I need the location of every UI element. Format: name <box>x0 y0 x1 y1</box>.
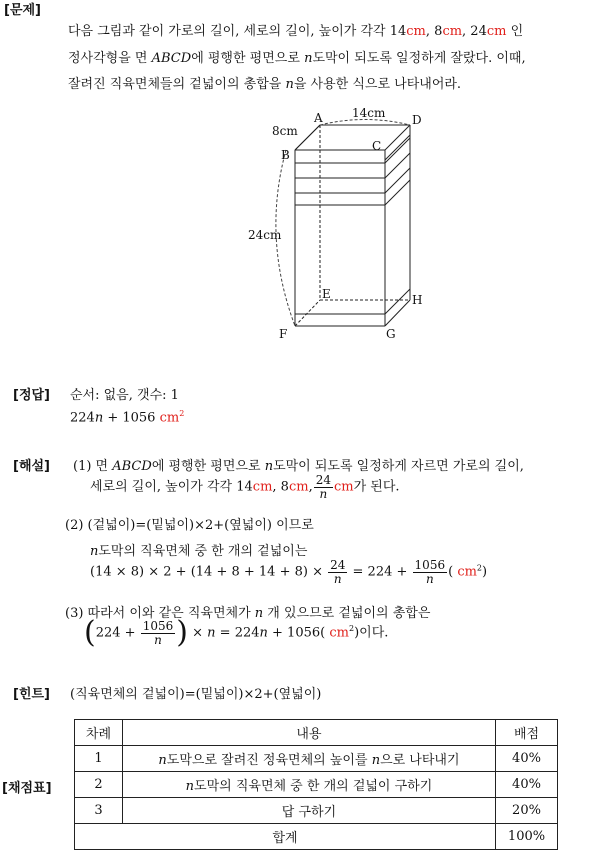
problem-line-1: 다음 그림과 같이 가로의 길이, 세로의 길이, 높이가 각각 14cm, 8cm, 24cm 인 <box>68 24 524 39</box>
rubric-total-row <box>75 824 558 850</box>
rubric-score: 40% <box>496 746 558 772</box>
rubric-header-no: 차례 <box>75 720 123 746</box>
solution-step-2a: (2) (겉넓이)=(밑넓이)×2+(옆넓이) 이므로 <box>65 518 314 533</box>
solution-step-1b: 세로의 길이, 높이가 각각 14cm, 8cm, $\frac{24}{n}$ cm가 된다. <box>90 473 400 501</box>
vertex-label-a: A <box>314 111 323 125</box>
rubric-total-score: 100% <box>496 824 558 850</box>
vertex-label-f: F <box>279 327 288 341</box>
problem-line-3: 잘려진 직육면체들의 겉넓이의 총합을 n을 사용한 식으로 나타내어라. <box>68 77 462 92</box>
table-row <box>75 798 558 824</box>
table-row <box>75 746 558 772</box>
vertex-label-e: E <box>322 287 331 301</box>
rubric-total-label: 합계 <box>75 824 496 850</box>
rubric-tag: [채점표] <box>2 781 52 796</box>
fraction-24-over-n: $\frac{24}{n}$ <box>315 473 331 501</box>
cuboid-figure <box>240 104 440 344</box>
hint-text: (직육면체의 겉넓이)=(밑넓이)×2+(옆넓이) <box>70 687 322 702</box>
dimension-top: 14cm <box>352 106 386 120</box>
problem-tag: [문제] <box>4 3 41 18</box>
answer-line-1: 순서: 없음, 갯수: 1 <box>70 388 179 403</box>
rubric-content: 답 구하기 <box>122 798 495 824</box>
vertex-label-h: H <box>412 293 423 307</box>
dimension-height: 24cm <box>248 228 282 242</box>
answer-expression: 224n + 1056 $cm^2$ <box>70 409 185 426</box>
rubric-content: n도막으로 잘려진 정육면체의 높이를 n으로 나타내기 <box>122 746 495 772</box>
table-row <box>75 772 558 798</box>
answer-tag: [정답] <box>13 388 50 403</box>
rubric-content: n도막의 직육면체 중 한 개의 겉넓이 구하기 <box>122 772 495 798</box>
hint-tag: [힌트] <box>13 687 50 702</box>
rubric-header-row <box>75 720 558 746</box>
solution-tag: [해설] <box>13 459 50 474</box>
problem-line-2: 정사각형을 면 ABCD에 평행한 평면으로 n도막이 되도록 일정하게 잘랐다. 이때, <box>68 51 526 66</box>
rubric-score: 40% <box>496 772 558 798</box>
vertex-label-g: G <box>386 327 396 341</box>
rubric-header-content: 내용 <box>122 720 495 746</box>
rubric-score: 20% <box>496 798 558 824</box>
solution-step-3a: (3) 따라서 이와 같은 직육면체가 n 개 있으므로 겉넓이의 총합은 <box>65 606 431 621</box>
solution-step-2c: (14 × 8) × 2 + (14 + 8 + 14 + 8) × $\frac{24}{n}$ = 224 + $\frac{1056}{n}$ ( $cm^2$) <box>90 558 488 586</box>
rubric-table <box>74 719 558 850</box>
solution-step-3b: (224 + $\frac{1056}{n}$ ) × n = 224n + 1056( $cm^2$)이다. <box>84 615 389 650</box>
vertex-label-b: B <box>281 148 290 162</box>
solution-step-1a: (1) 면 ABCD에 평행한 평면으로 n도막이 되도록 일정하게 자르면 가로의 길이, <box>73 459 524 474</box>
vertex-label-c: C <box>372 139 382 153</box>
vertex-label-d: D <box>412 113 422 127</box>
rubric-no: 1 <box>75 746 123 772</box>
dimension-depth: 8cm <box>272 124 298 138</box>
solution-step-2b: n도막의 직육면체 중 한 개의 겉넓이는 <box>90 544 308 559</box>
rubric-no: 3 <box>75 798 123 824</box>
rubric-header-score: 배점 <box>496 720 558 746</box>
rubric-no: 2 <box>75 772 123 798</box>
